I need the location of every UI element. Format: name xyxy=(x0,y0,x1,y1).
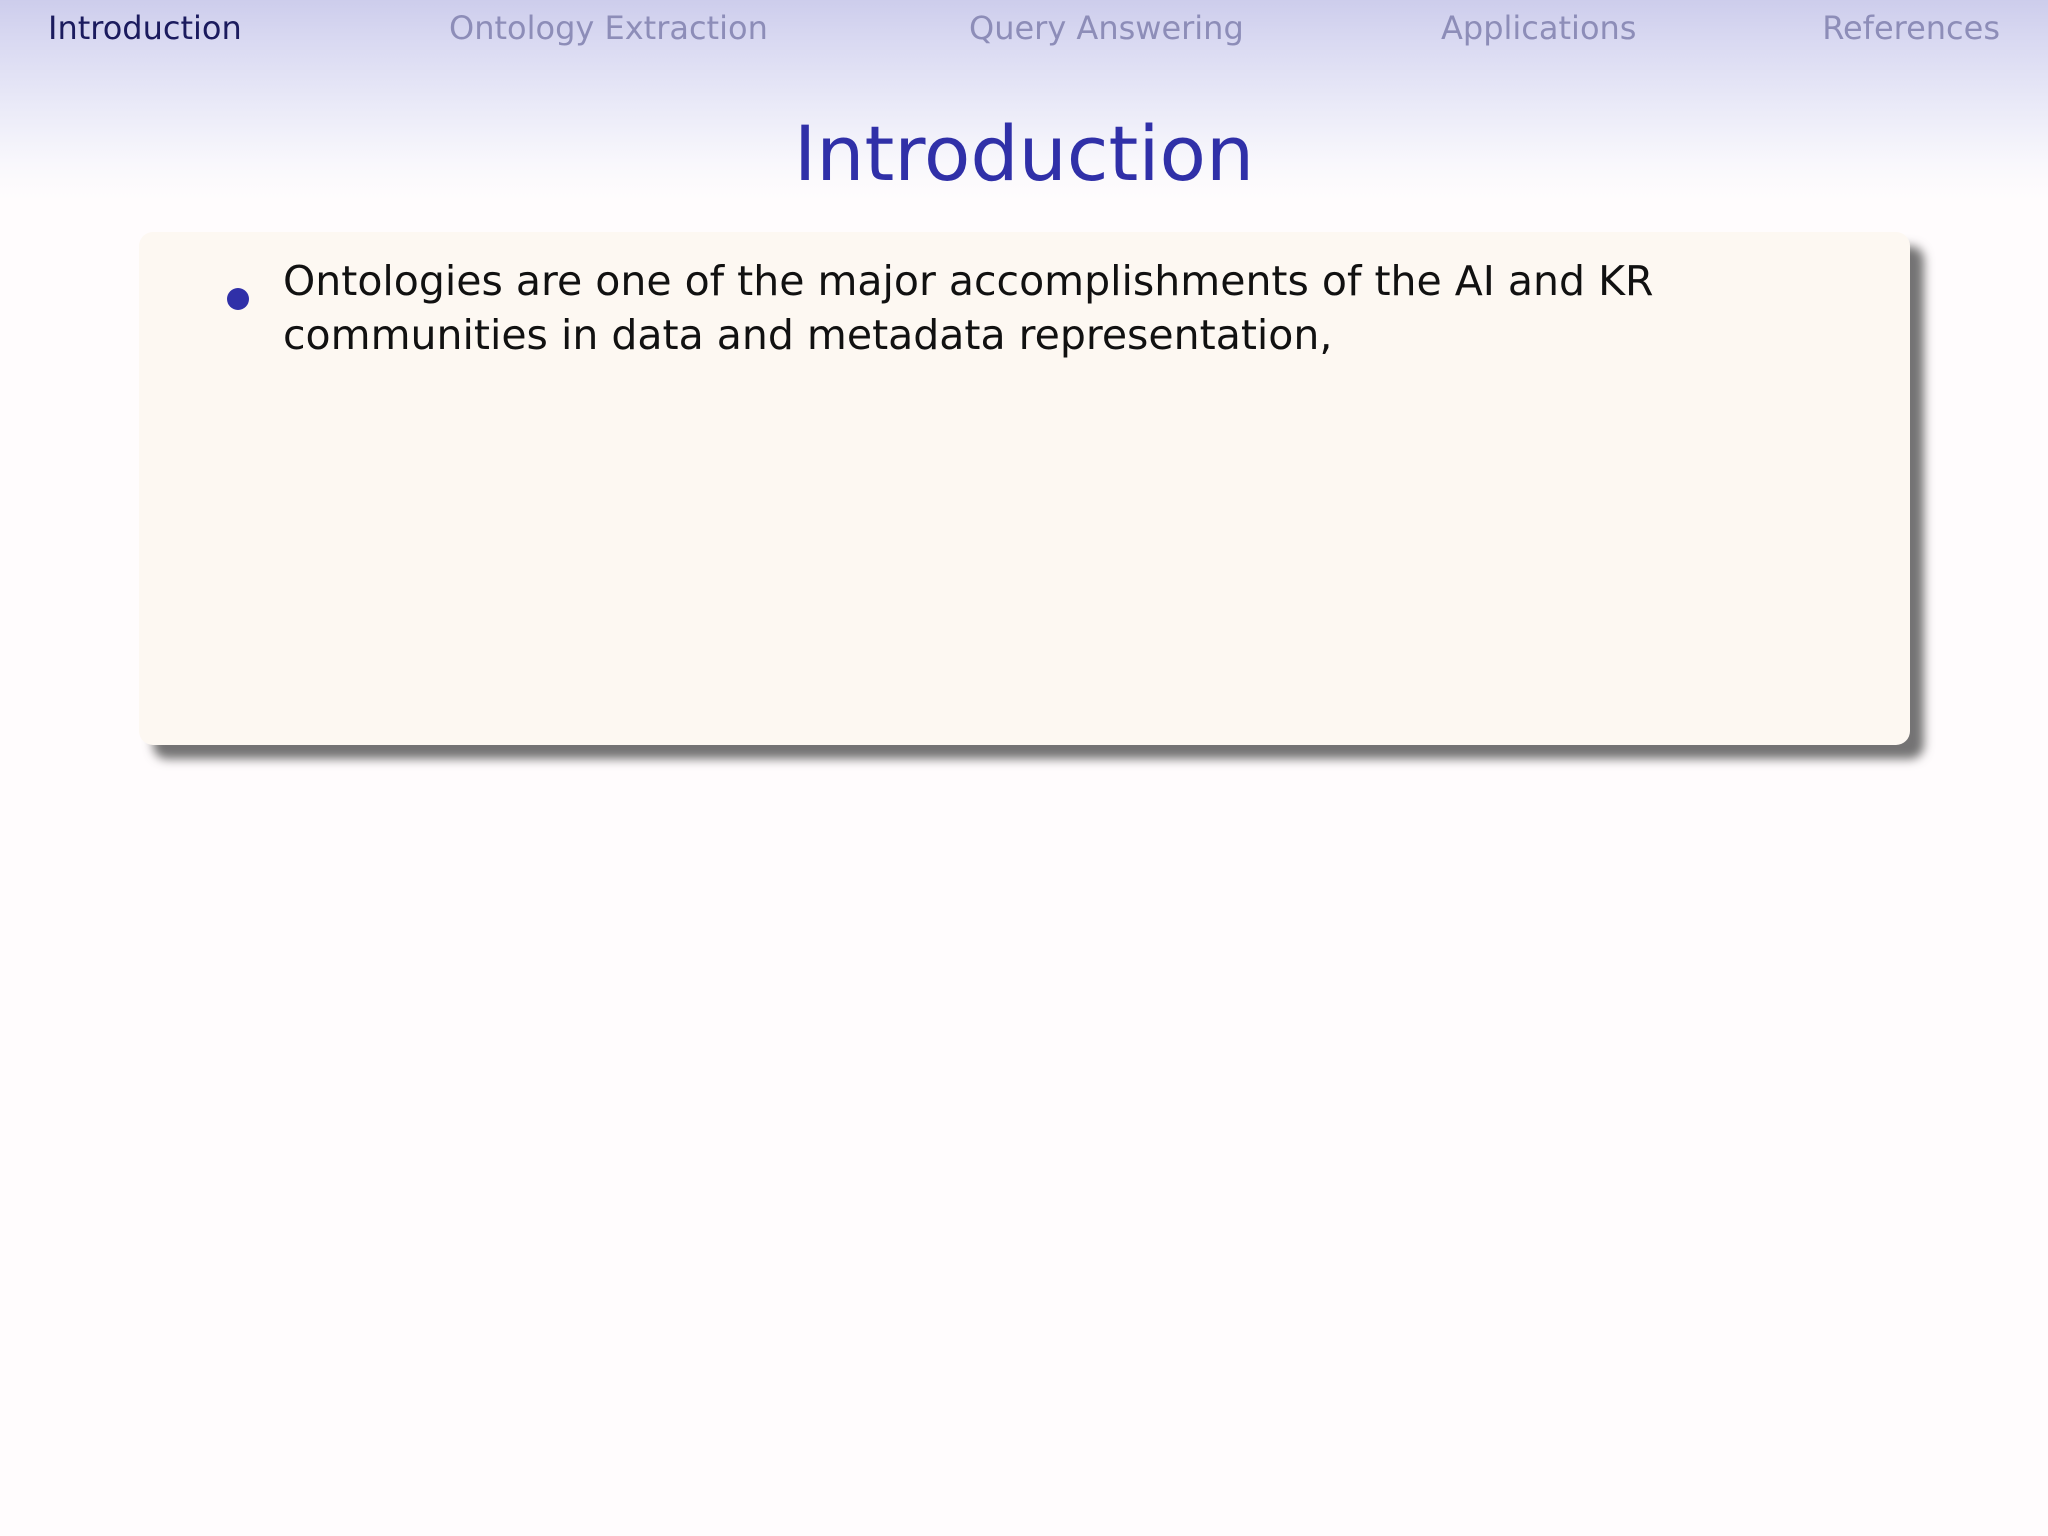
nav-item-introduction[interactable]: Introduction xyxy=(48,9,242,47)
bullet-text: Ontologies are one of the major accomplishments of the AI and KR communities in data and metadata representation, xyxy=(283,257,1654,359)
section-navigation xyxy=(0,0,2048,58)
nav-item-applications[interactable]: Applications xyxy=(1441,9,1637,47)
nav-item-ontology-extraction[interactable]: Ontology Extraction xyxy=(449,9,768,47)
content-block xyxy=(139,232,1910,745)
slide-title: Introduction xyxy=(793,109,1255,198)
nav-item-references[interactable]: References xyxy=(1822,9,2000,47)
bullet-dot-icon xyxy=(227,288,249,310)
nav-item-query-answering[interactable]: Query Answering xyxy=(969,9,1244,47)
